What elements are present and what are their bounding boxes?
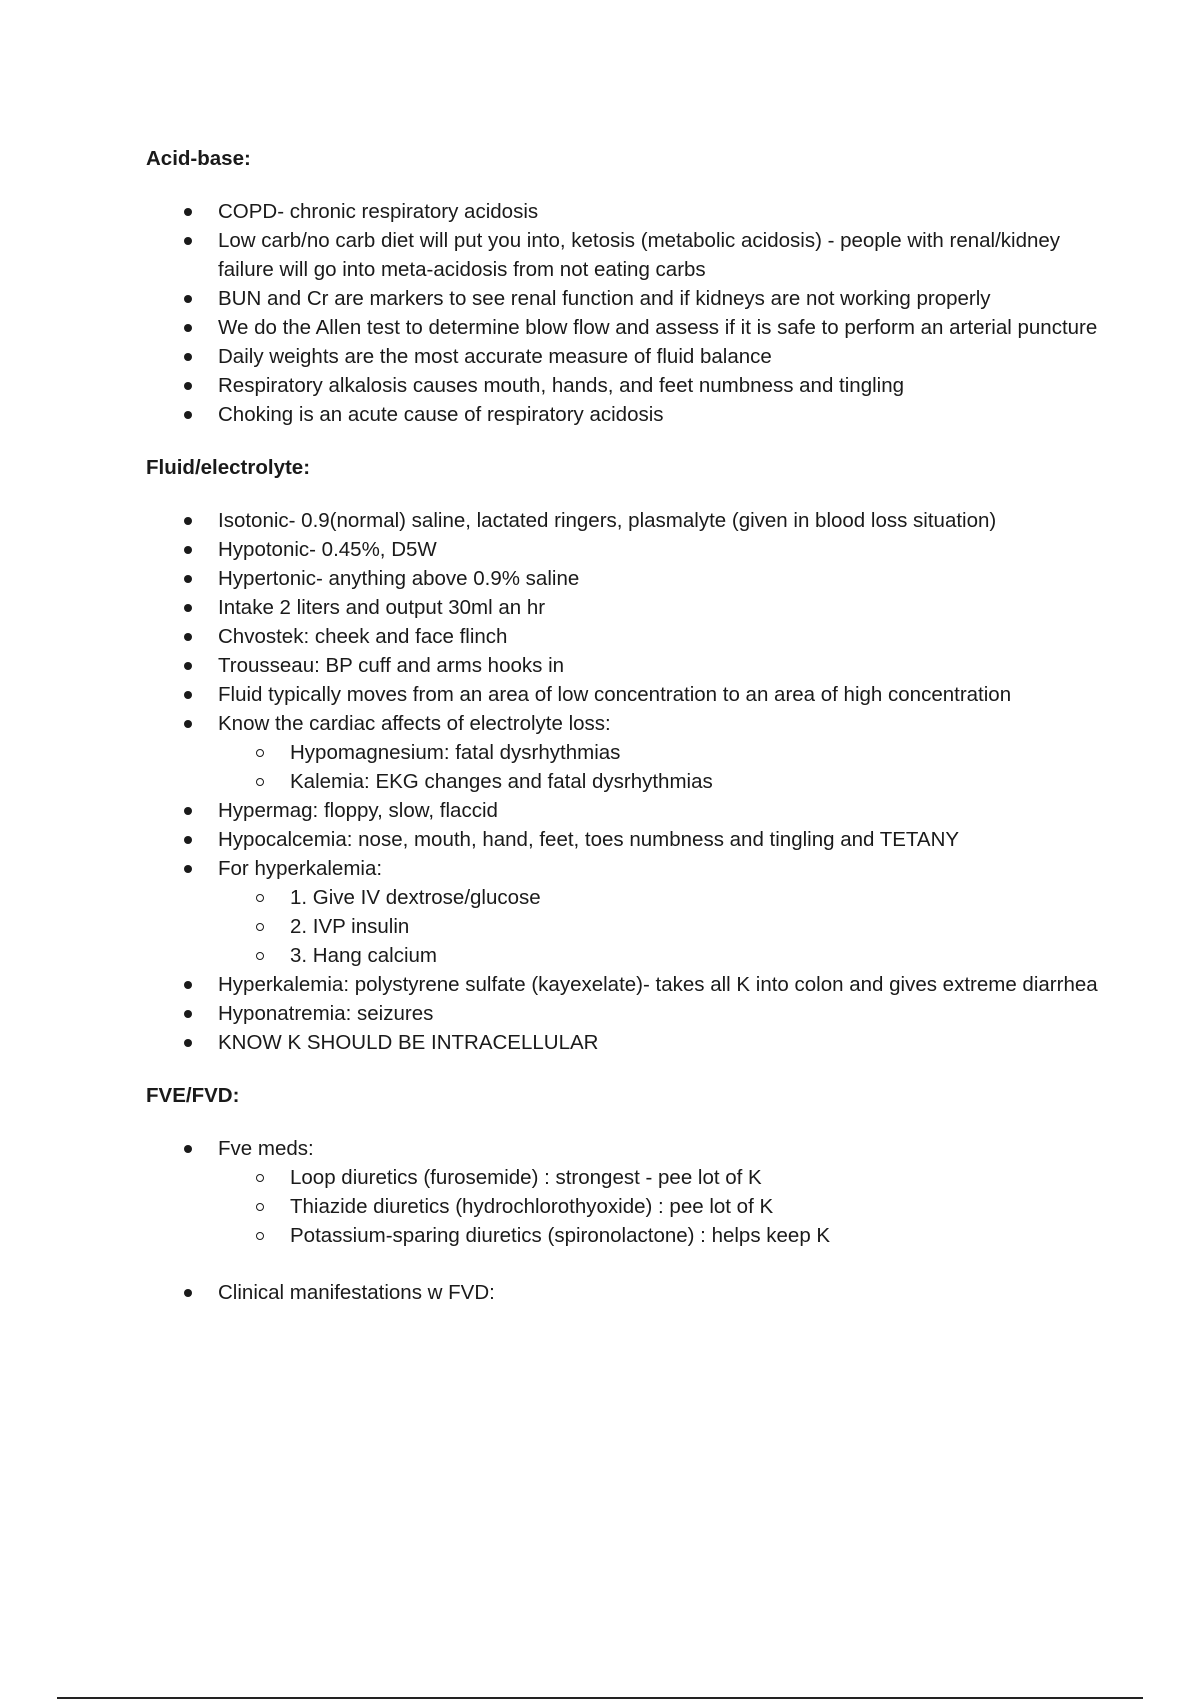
document-page xyxy=(146,144,1106,1331)
hyperkalemia-sublist xyxy=(218,883,1106,970)
fluid-electrolyte-list xyxy=(146,506,1106,1057)
section-heading-acid-base: Acid-base: xyxy=(146,147,251,170)
sub-list-item: Hypomagnesium: fatal dysrhythmias xyxy=(218,738,1106,767)
sub-list-item: 2. IVP insulin xyxy=(218,912,1106,941)
list-item-hyperkalemia xyxy=(146,854,1106,970)
cardiac-sublist xyxy=(218,738,1106,796)
sub-list-item: Loop diuretics (furosemide) : strongest - pee lot of K xyxy=(218,1163,1106,1192)
list-item-fve-meds xyxy=(146,1134,1106,1250)
list-item: Hypocalcemia: nose, mouth, hand, feet, toes numbness and tingling and TETANY xyxy=(146,825,1106,854)
list-item: Hypertonic- anything above 0.9% saline xyxy=(146,564,1106,593)
sub-list-item: Potassium-sparing diuretics (spironolactone) : helps keep K xyxy=(218,1221,1106,1250)
page-bottom-divider xyxy=(57,1697,1143,1699)
list-item-label: Know the cardiac affects of electrolyte loss: xyxy=(218,712,611,735)
list-item: We do the Allen test to determine blow flow and assess if it is safe to perform an arterial puncture xyxy=(146,313,1106,342)
section-heading-fluid-electrolyte: Fluid/electrolyte: xyxy=(146,456,311,479)
list-item: Isotonic- 0.9(normal) saline, lactated ringers, plasmalyte (given in blood loss situation) xyxy=(146,506,1106,535)
list-item-label: For hyperkalemia: xyxy=(218,857,383,880)
list-item: Hypermag: floppy, slow, flaccid xyxy=(146,796,1106,825)
fve-meds-sublist xyxy=(218,1163,1106,1250)
list-item: COPD- chronic respiratory acidosis xyxy=(146,197,1106,226)
list-item: Trousseau: BP cuff and arms hooks in xyxy=(146,651,1106,680)
fve-fvd-list xyxy=(146,1134,1106,1307)
list-item: Daily weights are the most accurate measure of fluid balance xyxy=(146,342,1106,371)
acid-base-list xyxy=(146,197,1106,429)
list-item: Chvostek: cheek and face flinch xyxy=(146,622,1106,651)
list-item-cardiac xyxy=(146,709,1106,796)
list-item: KNOW K SHOULD BE INTRACELLULAR xyxy=(146,1028,1106,1057)
sub-list-item: Kalemia: EKG changes and fatal dysrhythmias xyxy=(218,767,1106,796)
list-item: Hyperkalemia: polystyrene sulfate (kayexelate)- takes all K into colon and gives extreme diarrhea xyxy=(146,970,1106,999)
list-item: Respiratory alkalosis causes mouth, hands, and feet numbness and tingling xyxy=(146,371,1106,400)
list-item: Low carb/no carb diet will put you into, ketosis (metabolic acidosis) - people with renal/kidney failure will go into meta-acidosis from not eating carbs xyxy=(146,226,1106,284)
list-item: Fluid typically moves from an area of low concentration to an area of high concentration xyxy=(146,680,1106,709)
list-item: Hyponatremia: seizures xyxy=(146,999,1106,1028)
sub-list-item: Thiazide diuretics (hydrochlorothyoxide) : pee lot of K xyxy=(218,1192,1106,1221)
list-item: BUN and Cr are markers to see renal function and if kidneys are not working properly xyxy=(146,284,1106,313)
sub-list-item: 1. Give IV dextrose/glucose xyxy=(218,883,1106,912)
list-item: Intake 2 liters and output 30ml an hr xyxy=(146,593,1106,622)
section-heading-fve-fvd: FVE/FVD: xyxy=(146,1084,240,1107)
list-item: Hypotonic- 0.45%, D5W xyxy=(146,535,1106,564)
list-item-label: Fve meds: xyxy=(218,1137,314,1160)
sub-list-item: 3. Hang calcium xyxy=(218,941,1106,970)
list-item: Clinical manifestations w FVD: xyxy=(146,1278,1106,1307)
list-item: Choking is an acute cause of respiratory acidosis xyxy=(146,400,1106,429)
